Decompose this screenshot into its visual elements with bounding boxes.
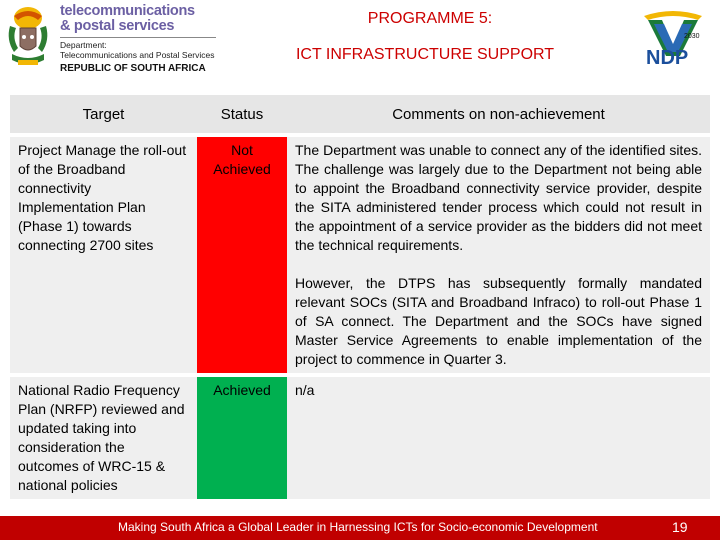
svg-text:NDP: NDP bbox=[646, 47, 689, 68]
header-target: Target bbox=[10, 95, 197, 135]
comment-cell bbox=[287, 135, 710, 375]
coat-of-arms-icon bbox=[4, 4, 52, 70]
performance-table bbox=[10, 95, 710, 503]
page-title-line1: PROGRAMME 5: bbox=[367, 10, 493, 27]
status-cell-achieved: Achieved bbox=[197, 375, 287, 501]
comment-paragraph: n/a bbox=[295, 382, 315, 398]
department-logo bbox=[0, 0, 218, 76]
logo-name-line2: & postal services bbox=[60, 18, 175, 34]
svg-text:2030: 2030 bbox=[684, 33, 700, 40]
target-cell: National Radio Frequency Plan (NRFP) reviewed and updated taking into consideration the outcomes of WRC-15 & national policies bbox=[10, 375, 197, 501]
footer-bar bbox=[0, 516, 720, 540]
logo-department-label: Department: bbox=[60, 40, 107, 50]
target-cell: Project Manage the roll-out of the Broadband connectivity Implementation Plan (Phase 1) towards connecting 2700 sites bbox=[10, 135, 197, 375]
status-cell-not-achieved: Not Achieved bbox=[197, 135, 287, 375]
page-number: 19 bbox=[672, 519, 688, 535]
table-header-row bbox=[10, 95, 710, 135]
logo-department-name: Telecommunications and Postal Services bbox=[60, 50, 215, 60]
page-title-line2: ICT INFRASTRUCTURE SUPPORT bbox=[295, 46, 555, 63]
header-comments: Comments on non-achievement bbox=[287, 95, 710, 135]
header-status: Status bbox=[197, 95, 287, 135]
comment-cell bbox=[287, 375, 710, 501]
table-row bbox=[10, 375, 710, 501]
logo-country: REPUBLIC OF SOUTH AFRICA bbox=[60, 63, 206, 74]
footer-slogan: Making South Africa a Global Leader in Harnessing ICTs for Socio-economic Development bbox=[118, 520, 598, 534]
comment-paragraph: However, the DTPS has subsequently formally mandated relevant SOCs (SITA and Broadband Infraco) to roll-out Phase 1 of SA connect. The Department and the SOCs have signed Master Service Agreements to enable implementation of the project to commence in Quarter 3. bbox=[295, 275, 702, 367]
logo-name-line1: telecommunications bbox=[60, 3, 195, 19]
ndp-logo-icon bbox=[640, 8, 706, 68]
table-row bbox=[10, 135, 710, 375]
comment-paragraph: The Department was unable to connect any of the identified sites. The challenge was largely due to the Department not being able to appoint the Broadband connectivity service provider, despite the SITA administered tender process which could not result in the appointment of a service provider as the bidders did not meet the technical requirements. bbox=[295, 142, 702, 253]
logo-divider bbox=[60, 37, 216, 38]
